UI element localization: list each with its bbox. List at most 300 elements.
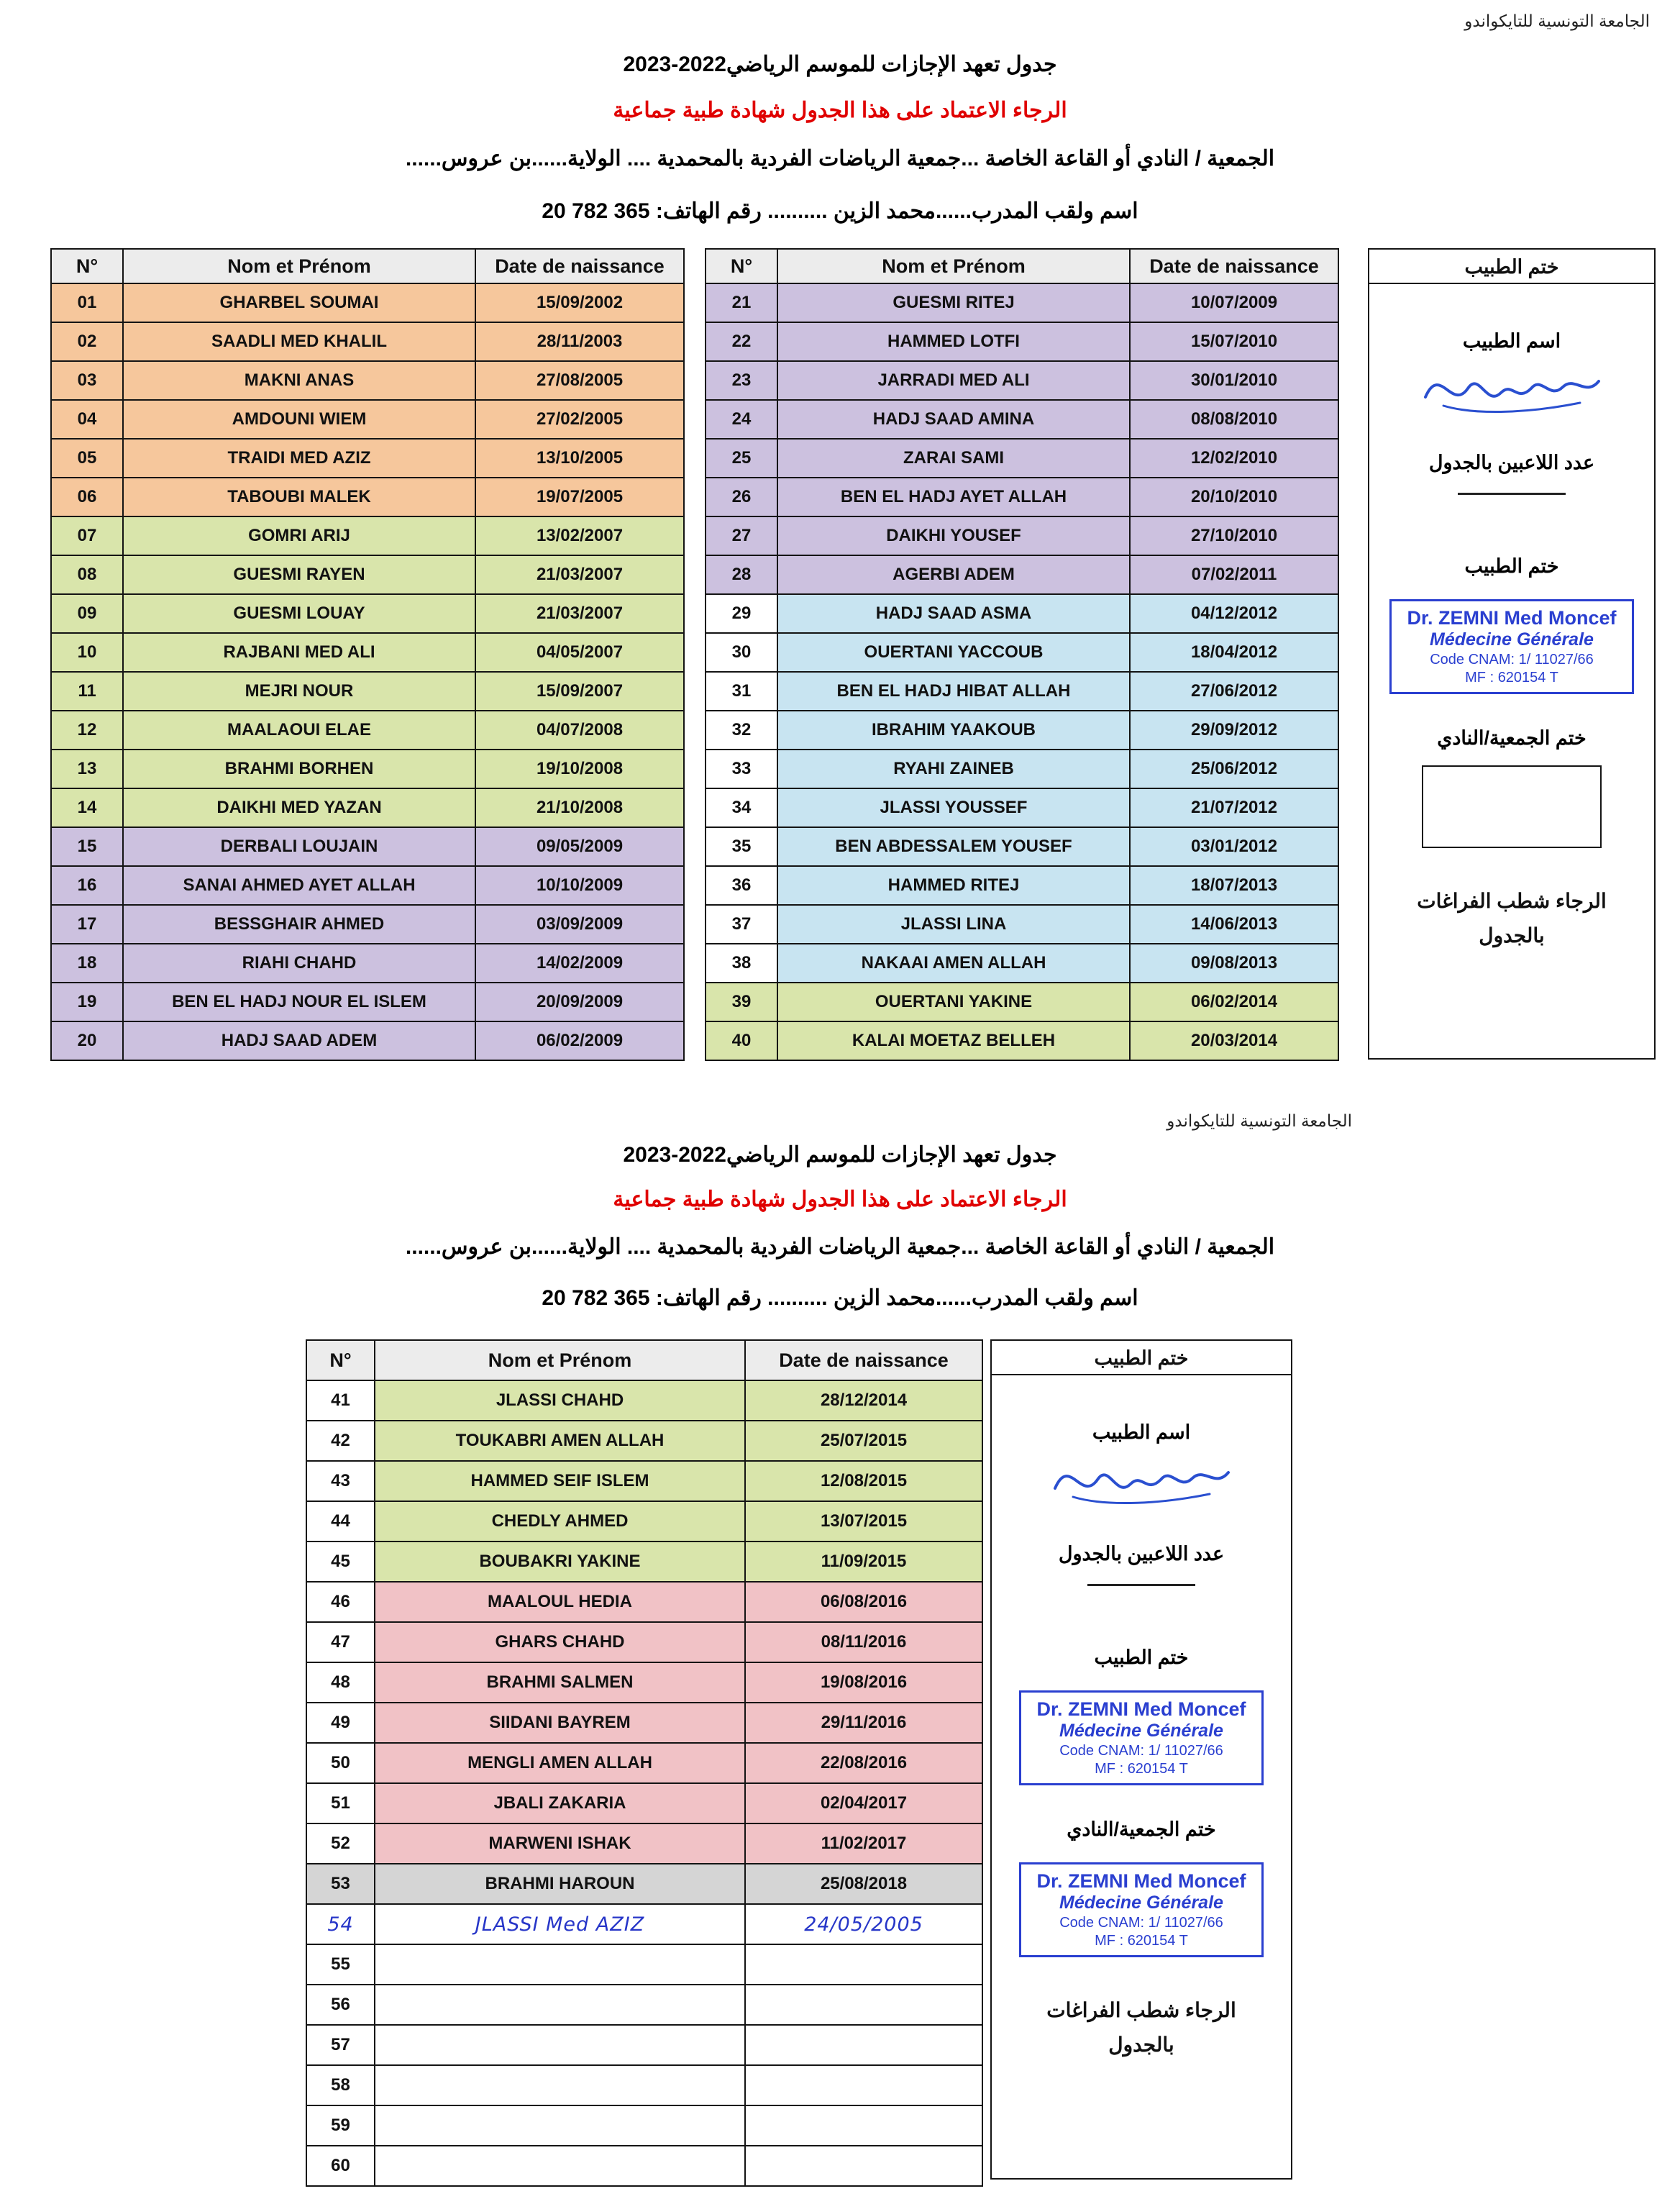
cell-n: 49: [306, 1703, 375, 1743]
players-count-blank-line: [1087, 1584, 1195, 1586]
cell-n: 10: [51, 633, 123, 672]
table-row: [706, 788, 1338, 827]
table-row: [306, 1542, 982, 1582]
cell-name: MENGLI AMEN ALLAH: [375, 1743, 745, 1783]
cell-n: 48: [306, 1662, 375, 1703]
cell-dob: 12/02/2010: [1130, 439, 1338, 478]
cell-name: MEJRI NOUR: [123, 672, 475, 711]
table-row: [306, 1743, 982, 1783]
cell-name: BEN EL HADJ NOUR EL ISLEM: [123, 983, 475, 1021]
col-header-num: N°: [51, 249, 123, 283]
cell-name: JLASSI LINA: [777, 905, 1130, 944]
table-row: [51, 827, 684, 866]
cell-n: 16: [51, 866, 123, 905]
coach-phone-line-2: اسم ولقب المدرب......محمد الزين .......... رقم الهاتف: 365 782 20: [542, 1286, 1138, 1310]
cell-n: 03: [51, 361, 123, 400]
doctor-stamp-panel-2: [990, 1339, 1292, 2180]
table-row: [306, 2025, 982, 2065]
cell-n: 01: [51, 283, 123, 322]
table-row: [51, 478, 684, 516]
cell-name: TOUKABRI AMEN ALLAH: [375, 1421, 745, 1461]
cell-n: 42: [306, 1421, 375, 1461]
table-row: [51, 283, 684, 322]
table-row: [306, 1904, 982, 1944]
cell-name: RAJBANI MED ALI: [123, 633, 475, 672]
cell-n: 28: [706, 555, 777, 594]
cell-n: 06: [51, 478, 123, 516]
cell-name: JARRADI MED ALI: [777, 361, 1130, 400]
table-row: [306, 1985, 982, 2025]
players-table-1-20: [50, 248, 685, 1061]
cell-dob: 27/08/2005: [475, 361, 684, 400]
cell-dob: 30/01/2010: [1130, 361, 1338, 400]
table-row: [51, 983, 684, 1021]
cell-dob: 08/11/2016: [745, 1622, 982, 1662]
cell-name: HAMMED RITEJ: [777, 866, 1130, 905]
cell-dob: 18/04/2012: [1130, 633, 1338, 672]
table-row: [306, 1823, 982, 1864]
cell-dob: [745, 1985, 982, 2025]
stamp-mf-code: MF : 620154 T: [1095, 1761, 1188, 1777]
cell-n: 43: [306, 1461, 375, 1501]
cell-n: 33: [706, 750, 777, 788]
cell-n: 40: [706, 1021, 777, 1060]
col-header-name: Nom et Prénom: [777, 249, 1130, 283]
cell-dob: 19/08/2016: [745, 1662, 982, 1703]
players-count-label: عدد اللاعبين بالجدول: [1428, 452, 1595, 473]
cell-dob: 04/05/2007: [475, 633, 684, 672]
table-row: [706, 283, 1338, 322]
cell-name: [375, 2025, 745, 2065]
stamp-mf-code: MF : 620154 T: [1095, 1933, 1188, 1949]
cell-dob: 11/02/2017: [745, 1823, 982, 1864]
cell-n: 35: [706, 827, 777, 866]
doctor-signature-icon: [1415, 355, 1609, 420]
cell-n: 26: [706, 478, 777, 516]
table-row: [51, 905, 684, 944]
players-count-blank-line: [1458, 493, 1566, 495]
cell-name: TRAIDI MED AZIZ: [123, 439, 475, 478]
stamp-cnam-code: Code CNAM: 1/ 11027/66: [1059, 1743, 1223, 1759]
cell-name: BRAHMI SALMEN: [375, 1662, 745, 1703]
cell-dob: 21/07/2012: [1130, 788, 1338, 827]
table-row: [706, 594, 1338, 633]
cell-n: 53: [306, 1864, 375, 1904]
cell-n: 02: [51, 322, 123, 361]
cell-name: BOUBAKRI YAKINE: [375, 1542, 745, 1582]
cell-dob: 03/09/2009: [475, 905, 684, 944]
table-row: [706, 633, 1338, 672]
cell-dob: 02/04/2017: [745, 1783, 982, 1823]
cell-dob: 21/10/2008: [475, 788, 684, 827]
cell-name: AMDOUNI WIEM: [123, 400, 475, 439]
doctor-stamp: [1019, 1690, 1264, 1785]
cell-n: 07: [51, 516, 123, 555]
cell-name: HAMMED SEIF ISLEM: [375, 1461, 745, 1501]
table-row: [51, 633, 684, 672]
cell-n: 15: [51, 827, 123, 866]
cell-dob: 12/08/2015: [745, 1461, 982, 1501]
cell-dob: 14/02/2009: [475, 944, 684, 983]
table-header-row: [51, 249, 684, 283]
cell-dob: 07/02/2011: [1130, 555, 1338, 594]
cell-dob: 13/07/2015: [745, 1501, 982, 1542]
cell-n: 24: [706, 400, 777, 439]
cell-dob: 14/06/2013: [1130, 905, 1338, 944]
doctor-name-label: اسم الطبيب: [1462, 330, 1561, 352]
cell-dob: 19/07/2005: [475, 478, 684, 516]
cross-out-blanks-note: الرجاء شطب الفراغات بالجدول: [1417, 890, 1607, 947]
table-row: [306, 1421, 982, 1461]
cell-n: 05: [51, 439, 123, 478]
cell-name: BEN EL HADJ AYET ALLAH: [777, 478, 1130, 516]
cell-name: AGERBI ADEM: [777, 555, 1130, 594]
cell-name: [375, 2105, 745, 2146]
col-header-dob: Date de naissance: [745, 1340, 982, 1380]
table-row: [51, 711, 684, 750]
cell-name: CHEDLY AHMED: [375, 1501, 745, 1542]
table-row: [306, 1622, 982, 1662]
cell-dob: 09/08/2013: [1130, 944, 1338, 983]
coach-phone-line: اسم ولقب المدرب......محمد الزين .......... رقم الهاتف: 365 782 20: [542, 199, 1138, 223]
table-row: [51, 322, 684, 361]
table-row: [306, 2146, 982, 2186]
table-row: [706, 400, 1338, 439]
stamp-specialty: Médecine Générale: [1059, 1893, 1223, 1913]
cell-name: HADJ SAAD ADEM: [123, 1021, 475, 1060]
cell-dob: 06/08/2016: [745, 1582, 982, 1622]
cell-n: 52: [306, 1823, 375, 1864]
club-stamp-label: ختم الجمعية/النادي: [1437, 727, 1587, 749]
cell-name: BEN EL HADJ HIBAT ALLAH: [777, 672, 1130, 711]
cell-dob: 27/10/2010: [1130, 516, 1338, 555]
table-row: [51, 555, 684, 594]
cell-n: 14: [51, 788, 123, 827]
cell-dob: [745, 2146, 982, 2186]
stamp-panel-header: ختم الطبيب: [1369, 250, 1654, 284]
table-row: [306, 1662, 982, 1703]
cell-n: 58: [306, 2065, 375, 2105]
federation-name-section2: الجامعة التونسية للتايكواندو: [1167, 1111, 1352, 1130]
cell-name: SANAI AHMED AYET ALLAH: [123, 866, 475, 905]
table-row: [51, 944, 684, 983]
cell-n: 39: [706, 983, 777, 1021]
cell-n: 20: [51, 1021, 123, 1060]
doctor-stamp-second: [1019, 1862, 1264, 1957]
cell-name: SAADLI MED KHALIL: [123, 322, 475, 361]
table-row: [306, 1582, 982, 1622]
table-row: [306, 2065, 982, 2105]
cell-n: 54: [306, 1904, 375, 1944]
cell-name: JLASSI Med AZIZ: [375, 1904, 745, 1944]
col-header-num: N°: [306, 1340, 375, 1380]
stamp-specialty: Médecine Générale: [1059, 1721, 1223, 1741]
table-row: [51, 594, 684, 633]
cell-name: MAALOUL HEDIA: [375, 1582, 745, 1622]
cell-dob: 15/09/2007: [475, 672, 684, 711]
cell-name: DAIKHI MED YAZAN: [123, 788, 475, 827]
table-row: [706, 905, 1338, 944]
doctor-stamp-panel-1: [1368, 248, 1656, 1060]
cell-name: RYAHI ZAINEB: [777, 750, 1130, 788]
club-stamp-box: [1422, 765, 1602, 848]
cell-dob: 21/03/2007: [475, 555, 684, 594]
table-row: [706, 555, 1338, 594]
cell-dob: 08/08/2010: [1130, 400, 1338, 439]
cell-name: [375, 2065, 745, 2105]
cell-name: BRAHMI BORHEN: [123, 750, 475, 788]
cell-name: MAKNI ANAS: [123, 361, 475, 400]
doctor-signature-icon: [1044, 1447, 1238, 1511]
cell-n: 51: [306, 1783, 375, 1823]
cell-dob: 22/08/2016: [745, 1743, 982, 1783]
cell-n: 50: [306, 1743, 375, 1783]
cell-name: HAMMED LOTFI: [777, 322, 1130, 361]
cell-n: 18: [51, 944, 123, 983]
cell-n: 17: [51, 905, 123, 944]
cell-dob: 10/10/2009: [475, 866, 684, 905]
table-row: [306, 1703, 982, 1743]
stamp-doctor-name: Dr. ZEMNI Med Moncef: [1036, 1870, 1246, 1892]
cell-name: IBRAHIM YAAKOUB: [777, 711, 1130, 750]
cell-n: 23: [706, 361, 777, 400]
cell-n: 31: [706, 672, 777, 711]
table-row: [51, 788, 684, 827]
table-row: [706, 750, 1338, 788]
section2-tables: [306, 1339, 1292, 2187]
table-row: [51, 1021, 684, 1060]
cell-dob: [745, 1944, 982, 1985]
table-header-row: [706, 249, 1338, 283]
cell-name: MAALAOUI ELAE: [123, 711, 475, 750]
cell-dob: 13/02/2007: [475, 516, 684, 555]
col-header-name: Nom et Prénom: [375, 1340, 745, 1380]
cell-dob: 04/12/2012: [1130, 594, 1338, 633]
cell-name: OUERTANI YACCOUB: [777, 633, 1130, 672]
table-row: [706, 944, 1338, 983]
cell-n: 32: [706, 711, 777, 750]
cell-dob: 27/06/2012: [1130, 672, 1338, 711]
cell-dob: 15/09/2002: [475, 283, 684, 322]
stamp-specialty: Médecine Générale: [1430, 629, 1594, 650]
cell-name: HADJ SAAD AMINA: [777, 400, 1130, 439]
table-row: [51, 400, 684, 439]
col-header-num: N°: [706, 249, 777, 283]
table-row: [706, 516, 1338, 555]
cell-n: 44: [306, 1501, 375, 1542]
cell-dob: 19/10/2008: [475, 750, 684, 788]
table-row: [706, 478, 1338, 516]
cell-name: GHARS CHAHD: [375, 1622, 745, 1662]
table-row: [306, 1864, 982, 1904]
club-stamp-label: ختم الجمعية/النادي: [1067, 1818, 1216, 1840]
cell-name: NAKAAI AMEN ALLAH: [777, 944, 1130, 983]
cell-n: 08: [51, 555, 123, 594]
cell-dob: [745, 2025, 982, 2065]
table-row: [51, 672, 684, 711]
cell-name: DERBALI LOUJAIN: [123, 827, 475, 866]
cell-n: 29: [706, 594, 777, 633]
cell-dob: 29/11/2016: [745, 1703, 982, 1743]
cell-name: JBALI ZAKARIA: [375, 1783, 745, 1823]
table-row: [306, 1501, 982, 1542]
table-header-row: [306, 1340, 982, 1380]
cell-dob: [745, 2105, 982, 2146]
cell-n: 45: [306, 1542, 375, 1582]
cross-out-blanks-note: الرجاء شطب الفراغات بالجدول: [1046, 1999, 1236, 2056]
cell-n: 25: [706, 439, 777, 478]
cell-dob: 21/03/2007: [475, 594, 684, 633]
table-row: [51, 750, 684, 788]
cell-dob: 27/02/2005: [475, 400, 684, 439]
cell-name: SIIDANI BAYREM: [375, 1703, 745, 1743]
cell-n: 59: [306, 2105, 375, 2146]
doctor-stamp-label: ختم الطبيب: [1094, 1647, 1189, 1668]
col-header-name: Nom et Prénom: [123, 249, 475, 283]
cell-n: 36: [706, 866, 777, 905]
cell-name: RIAHI CHAHD: [123, 944, 475, 983]
cell-n: 34: [706, 788, 777, 827]
cell-n: 13: [51, 750, 123, 788]
cell-dob: 28/12/2014: [745, 1380, 982, 1421]
cell-name: BESSGHAIR AHMED: [123, 905, 475, 944]
cell-n: 46: [306, 1582, 375, 1622]
stamp-cnam-code: Code CNAM: 1/ 11027/66: [1430, 652, 1594, 668]
table-row: [306, 1461, 982, 1501]
table-row: [706, 866, 1338, 905]
cell-dob: 06/02/2009: [475, 1021, 684, 1060]
stamp-doctor-name: Dr. ZEMNI Med Moncef: [1036, 1698, 1246, 1720]
federation-name-top: الجامعة التونسية للتايكواندو: [1464, 12, 1650, 30]
cell-n: 55: [306, 1944, 375, 1985]
table-row: [306, 1944, 982, 1985]
doctor-stamp: [1389, 599, 1634, 694]
table-row: [706, 1021, 1338, 1060]
table-row: [306, 1380, 982, 1421]
cell-dob: 20/09/2009: [475, 983, 684, 1021]
cell-n: 47: [306, 1622, 375, 1662]
cell-name: GOMRI ARIJ: [123, 516, 475, 555]
cell-name: [375, 1944, 745, 1985]
stamp-doctor-name: Dr. ZEMNI Med Moncef: [1407, 607, 1617, 629]
table-row: [306, 1783, 982, 1823]
stamp-panel-header: ختم الطبيب: [992, 1341, 1291, 1375]
col-header-dob: Date de naissance: [1130, 249, 1338, 283]
cell-dob: 28/11/2003: [475, 322, 684, 361]
table-row: [51, 439, 684, 478]
cell-n: 56: [306, 1985, 375, 2025]
page-title: جدول تعهد الإجازات للموسم الرياضي2022-2023: [623, 53, 1057, 76]
table-row: [706, 322, 1338, 361]
cell-dob: 25/06/2012: [1130, 750, 1338, 788]
col-header-dob: Date de naissance: [475, 249, 684, 283]
cell-name: GUESMI RAYEN: [123, 555, 475, 594]
cell-dob: 20/03/2014: [1130, 1021, 1338, 1060]
cell-dob: 04/07/2008: [475, 711, 684, 750]
cell-dob: 09/05/2009: [475, 827, 684, 866]
cell-name: BEN ABDESSALEM YOUSEF: [777, 827, 1130, 866]
cell-n: 09: [51, 594, 123, 633]
cell-n: 27: [706, 516, 777, 555]
doctor-name-label: اسم الطبيب: [1092, 1421, 1191, 1443]
table-row: [706, 439, 1338, 478]
table-row: [706, 827, 1338, 866]
cell-name: ZARAI SAMI: [777, 439, 1130, 478]
cell-name: [375, 2146, 745, 2186]
cell-dob: 11/09/2015: [745, 1542, 982, 1582]
cell-name: KALAI MOETAZ BELLEH: [777, 1021, 1130, 1060]
stamp-mf-code: MF : 620154 T: [1465, 670, 1558, 686]
cell-name: JLASSI CHAHD: [375, 1380, 745, 1421]
players-count-label: عدد اللاعبين بالجدول: [1058, 1543, 1225, 1565]
cell-dob: 03/01/2012: [1130, 827, 1338, 866]
cell-n: 37: [706, 905, 777, 944]
cell-name: DAIKHI YOUSEF: [777, 516, 1130, 555]
cell-name: GUESMI RITEJ: [777, 283, 1130, 322]
cell-name: BRAHMI HAROUN: [375, 1864, 745, 1904]
table-row: [51, 866, 684, 905]
cell-dob: 25/08/2018: [745, 1864, 982, 1904]
cell-name: TABOUBI MALEK: [123, 478, 475, 516]
cell-dob: 18/07/2013: [1130, 866, 1338, 905]
cell-n: 04: [51, 400, 123, 439]
cell-dob: [745, 2065, 982, 2105]
cell-n: 12: [51, 711, 123, 750]
cell-dob: 20/10/2010: [1130, 478, 1338, 516]
table-row: [306, 2105, 982, 2146]
medical-notice: الرجاء الاعتماد على هذا الجدول شهادة طبية جماعية: [613, 99, 1067, 122]
table-row: [51, 361, 684, 400]
club-line-2: الجمعية / النادي أو القاعة الخاصة ...جمعية الرياضات الفردية بالمحمدية .... الولاية......بن عروس......: [405, 1235, 1275, 1259]
cell-n: 41: [306, 1380, 375, 1421]
cell-dob: 13/10/2005: [475, 439, 684, 478]
cell-name: JLASSI YOUSSEF: [777, 788, 1130, 827]
cell-n: 19: [51, 983, 123, 1021]
cell-n: 21: [706, 283, 777, 322]
club-line: الجمعية / النادي أو القاعة الخاصة ...جمعية الرياضات الفردية بالمحمدية .... الولاية......بن عروس......: [405, 147, 1275, 170]
table-row: [706, 672, 1338, 711]
cell-name: MARWENI ISHAK: [375, 1823, 745, 1864]
section1-tables: [50, 248, 1656, 1061]
cell-name: HADJ SAAD ASMA: [777, 594, 1130, 633]
page-title-2: جدول تعهد الإجازات للموسم الرياضي2022-2023: [623, 1143, 1057, 1167]
cell-dob: 24/05/2005: [745, 1904, 982, 1944]
cell-dob: 10/07/2009: [1130, 283, 1338, 322]
cell-n: 30: [706, 633, 777, 672]
table-row: [706, 983, 1338, 1021]
cell-n: 57: [306, 2025, 375, 2065]
cell-n: 60: [306, 2146, 375, 2186]
stamp-cnam-code: Code CNAM: 1/ 11027/66: [1059, 1915, 1223, 1931]
table-row: [706, 361, 1338, 400]
cell-name: OUERTANI YAKINE: [777, 983, 1130, 1021]
cell-name: [375, 1985, 745, 2025]
table-row: [706, 711, 1338, 750]
players-table-41-60: [306, 1339, 983, 2187]
cell-n: 11: [51, 672, 123, 711]
cell-dob: 25/07/2015: [745, 1421, 982, 1461]
cell-n: 38: [706, 944, 777, 983]
medical-notice-2: الرجاء الاعتماد على هذا الجدول شهادة طبية جماعية: [613, 1188, 1067, 1211]
cell-dob: 29/09/2012: [1130, 711, 1338, 750]
cell-dob: 06/02/2014: [1130, 983, 1338, 1021]
cell-dob: 15/07/2010: [1130, 322, 1338, 361]
table-row: [51, 516, 684, 555]
cell-name: GHARBEL SOUMAI: [123, 283, 475, 322]
players-table-21-40: [705, 248, 1339, 1061]
cell-name: GUESMI LOUAY: [123, 594, 475, 633]
doctor-stamp-label: ختم الطبيب: [1464, 555, 1559, 577]
